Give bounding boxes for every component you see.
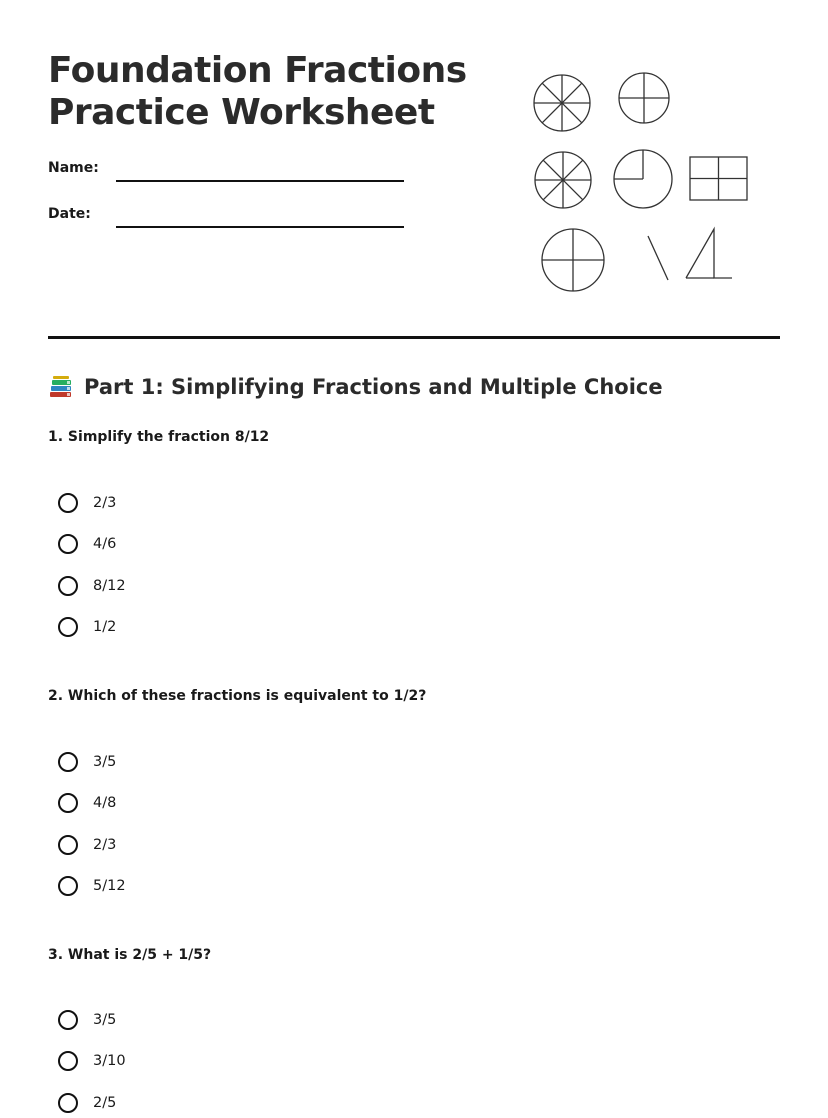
name-line[interactable] xyxy=(116,180,404,182)
radio-button[interactable] xyxy=(58,493,78,513)
option-label: 3/10 xyxy=(93,1053,126,1069)
option-label: 3/5 xyxy=(93,1012,117,1028)
pie-eighths-icon xyxy=(535,152,591,208)
q2-option-4[interactable] xyxy=(58,874,126,898)
radio-button[interactable] xyxy=(58,793,78,813)
option-label: 2/5 xyxy=(93,1095,117,1111)
title-line-1: Foundation Fractions xyxy=(48,50,467,91)
option-label: 2/3 xyxy=(93,495,117,511)
radio-button[interactable] xyxy=(58,617,78,637)
option-label: 3/5 xyxy=(93,754,117,770)
radio-button[interactable] xyxy=(58,534,78,554)
q2-option-2[interactable] xyxy=(58,791,116,815)
pie-quarters-icon xyxy=(619,73,669,123)
header-divider xyxy=(48,336,780,339)
question-1: 1. Simplify the fraction 8/12 xyxy=(48,429,270,445)
q3-option-2[interactable] xyxy=(58,1049,126,1073)
radio-button[interactable] xyxy=(58,1093,78,1113)
question-2: 2. Which of these fractions is equivalent to 1/2? xyxy=(48,688,427,704)
radio-button[interactable] xyxy=(58,1051,78,1071)
question-3: 3. What is 2/5 + 1/5? xyxy=(48,947,212,963)
worksheet-title xyxy=(48,50,488,134)
option-label: 5/12 xyxy=(93,878,126,894)
radio-button[interactable] xyxy=(58,876,78,896)
q1-option-2[interactable] xyxy=(58,532,116,556)
title-line-2: Practice Worksheet xyxy=(48,92,435,133)
circle-quarters-icon xyxy=(542,229,604,291)
radio-button[interactable] xyxy=(58,576,78,596)
section-title: Part 1: Simplifying Fractions and Multiple Choice xyxy=(84,375,663,399)
q2-option-1[interactable] xyxy=(58,750,116,774)
q3-option-1[interactable] xyxy=(58,1008,116,1032)
q1-option-4[interactable] xyxy=(58,615,116,639)
option-label: 1/2 xyxy=(93,619,117,635)
q1-option-3[interactable] xyxy=(58,574,126,598)
name-field[interactable] xyxy=(48,160,408,184)
option-label: 8/12 xyxy=(93,578,126,594)
triangle-icon xyxy=(686,229,732,278)
radio-button[interactable] xyxy=(58,752,78,772)
q2-option-3[interactable] xyxy=(58,833,116,857)
square-quarters-icon xyxy=(690,157,747,200)
date-field[interactable] xyxy=(48,206,408,230)
date-label: Date: xyxy=(48,206,91,222)
option-label: 4/6 xyxy=(93,536,117,552)
name-label: Name: xyxy=(48,160,99,176)
q1-option-1[interactable] xyxy=(58,491,116,515)
option-label: 2/3 xyxy=(93,837,117,853)
pie-eighths-icon xyxy=(534,75,590,131)
line-icon xyxy=(648,236,668,280)
option-label: 4/8 xyxy=(93,795,117,811)
section-heading xyxy=(48,374,663,400)
fraction-shapes-illustration xyxy=(528,66,758,296)
date-line[interactable] xyxy=(116,226,404,228)
radio-button[interactable] xyxy=(58,1010,78,1030)
q3-option-3[interactable] xyxy=(58,1091,116,1115)
quarter-shaded-circle-icon xyxy=(614,150,672,208)
books-icon xyxy=(48,374,74,400)
radio-button[interactable] xyxy=(58,835,78,855)
